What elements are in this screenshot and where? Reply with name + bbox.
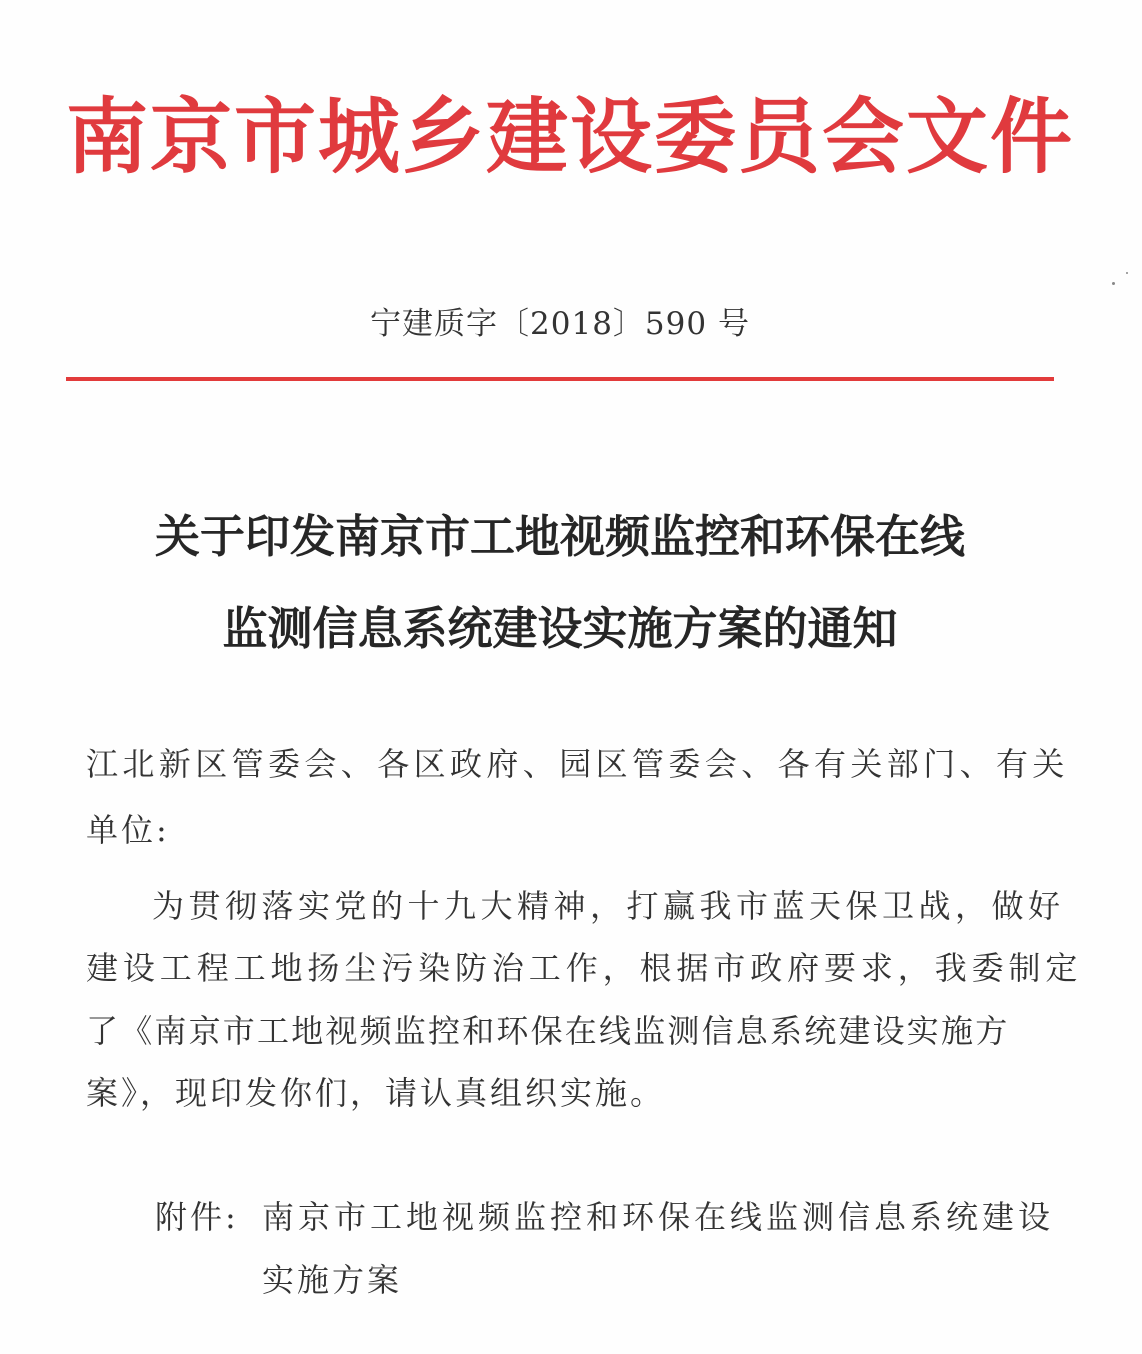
notice-title-line-2: 监测信息系统建设实施方案的通知	[222, 602, 898, 655]
body-paragraph-line-4: 案》，现印发你们，请认真组织实施。	[86, 1074, 666, 1112]
document-number: 宁建质字〔2018〕590 号	[370, 306, 750, 342]
body-paragraph-line-2: 建设工程工地扬尘污染防治工作，根据市政府要求，我委制定	[86, 949, 1083, 987]
issuer-letterhead-title: 南京市城乡建设委员会文件	[66, 89, 1075, 185]
body-paragraph-line-1: 为贯彻落实党的十九大精神，打赢我市蓝天保卫战，做好	[152, 887, 1065, 925]
scan-speck	[1126, 272, 1128, 274]
scan-speck	[1112, 282, 1115, 285]
addressee-line-1: 江北新区管委会、各区政府、园区管委会、各有关部门、有关	[86, 745, 1069, 783]
red-separator-rule	[66, 377, 1054, 381]
attachment-title-line-1: 南京市工地视频监控和环保在线监测信息系统建设	[262, 1198, 1055, 1236]
attachment-title-line-2: 实施方案	[262, 1261, 403, 1299]
attachment-label: 附件:	[155, 1198, 239, 1236]
addressee-line-2: 单位:	[86, 811, 170, 849]
notice-title-line-1: 关于印发南京市工地视频监控和环保在线	[154, 510, 965, 563]
body-paragraph-line-3: 了《南京市工地视频监控和环保在线监测信息系统建设实施方	[86, 1012, 1010, 1050]
